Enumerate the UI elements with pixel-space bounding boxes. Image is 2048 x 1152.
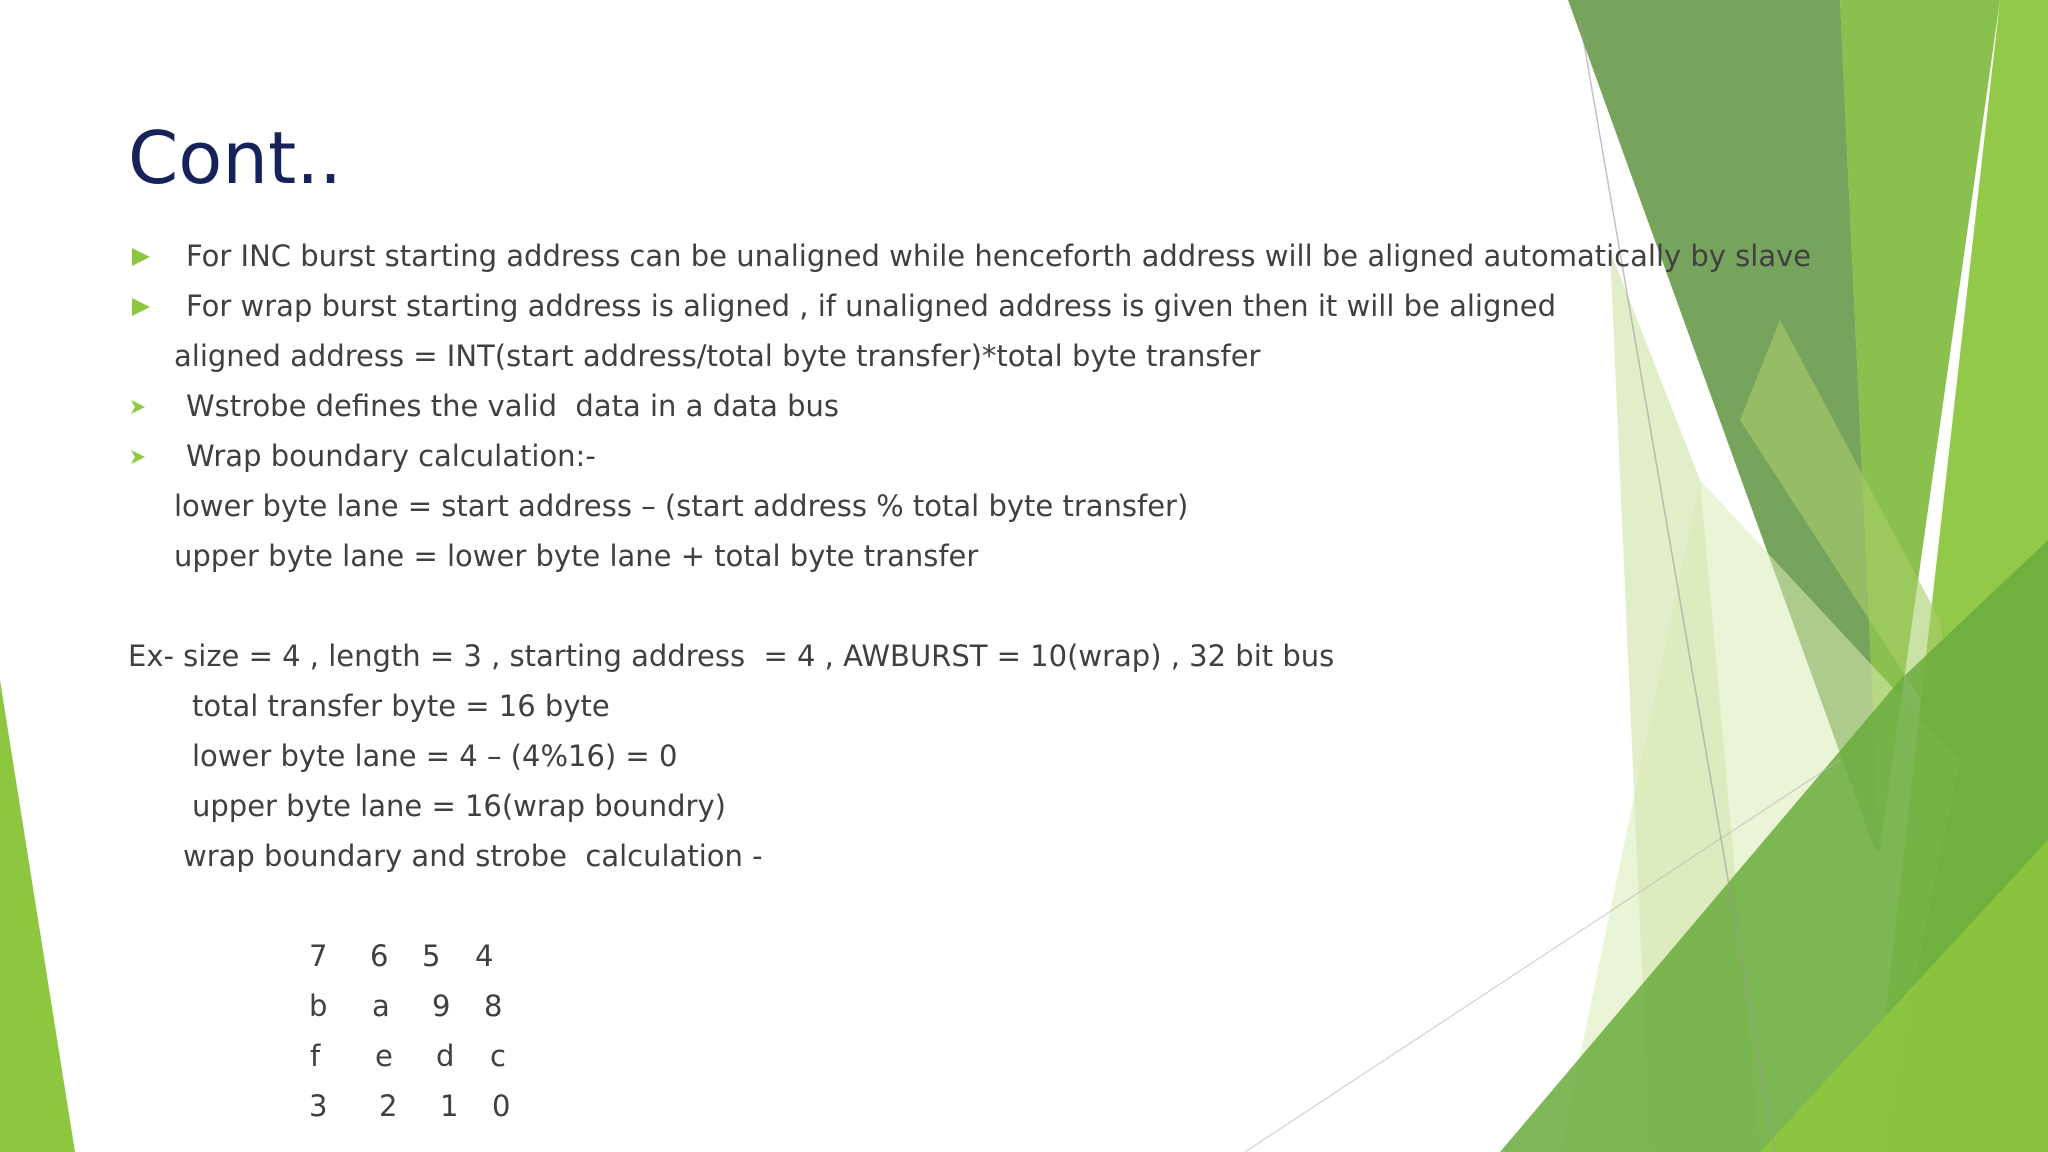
slide-title: Cont.. — [128, 116, 342, 200]
example-strobe-heading: wrap boundary and strobe calculation - — [183, 839, 763, 873]
matrix-cell: 3 — [309, 1089, 328, 1123]
triangle-bullet-icon — [130, 296, 152, 318]
matrix-cell: 7 — [309, 939, 328, 973]
bullet-text-inc-burst: For INC burst starting address can be unaligned while henceforth address will be aligned automatically by slave — [186, 239, 1812, 273]
arrowhead-bullet-icon — [128, 446, 150, 468]
deco-left-edge-shape — [0, 680, 75, 1152]
matrix-cell: 8 — [484, 989, 503, 1023]
matrix-cell: 0 — [492, 1089, 511, 1123]
matrix-cell: d — [436, 1039, 455, 1073]
matrix-cell: f — [310, 1039, 321, 1073]
matrix-cell: c — [490, 1039, 506, 1073]
example-header: Ex- size = 4 , length = 3 , starting address = 4 , AWBURST = 10(wrap) , 32 bit bus — [128, 639, 1335, 673]
matrix-cell: 6 — [370, 939, 389, 973]
matrix-cell: 2 — [379, 1089, 398, 1123]
lower-byte-lane-formula: lower byte lane = start address – (start address % total byte transfer) — [174, 489, 1189, 523]
example-lower-byte-lane: lower byte lane = 4 – (4%16) = 0 — [192, 739, 678, 773]
bullet-text-wstrobe: Wstrobe defines the valid data in a data bus — [186, 389, 840, 423]
matrix-cell: e — [375, 1039, 393, 1073]
matrix-cell: a — [372, 989, 390, 1023]
example-upper-byte-lane: upper byte lane = 16(wrap boundry) — [192, 789, 726, 823]
matrix-cell: 1 — [440, 1089, 459, 1123]
arrowhead-bullet-icon — [128, 396, 150, 418]
matrix-cell: 4 — [475, 939, 494, 973]
aligned-address-formula: aligned address = INT(start address/total byte transfer)*total byte transfer — [174, 339, 1261, 373]
upper-byte-lane-formula: upper byte lane = lower byte lane + total byte transfer — [174, 539, 979, 573]
bullet-text-wrap-boundary: Wrap boundary calculation:- — [186, 439, 596, 473]
matrix-cell: 9 — [432, 989, 451, 1023]
example-total-transfer: total transfer byte = 16 byte — [192, 689, 610, 723]
matrix-cell: 5 — [422, 939, 441, 973]
triangle-bullet-icon — [130, 246, 152, 268]
bullet-text-wrap-burst: For wrap burst starting address is aligned , if unaligned address is given then it will be aligned — [186, 289, 1557, 323]
matrix-cell: b — [309, 989, 328, 1023]
